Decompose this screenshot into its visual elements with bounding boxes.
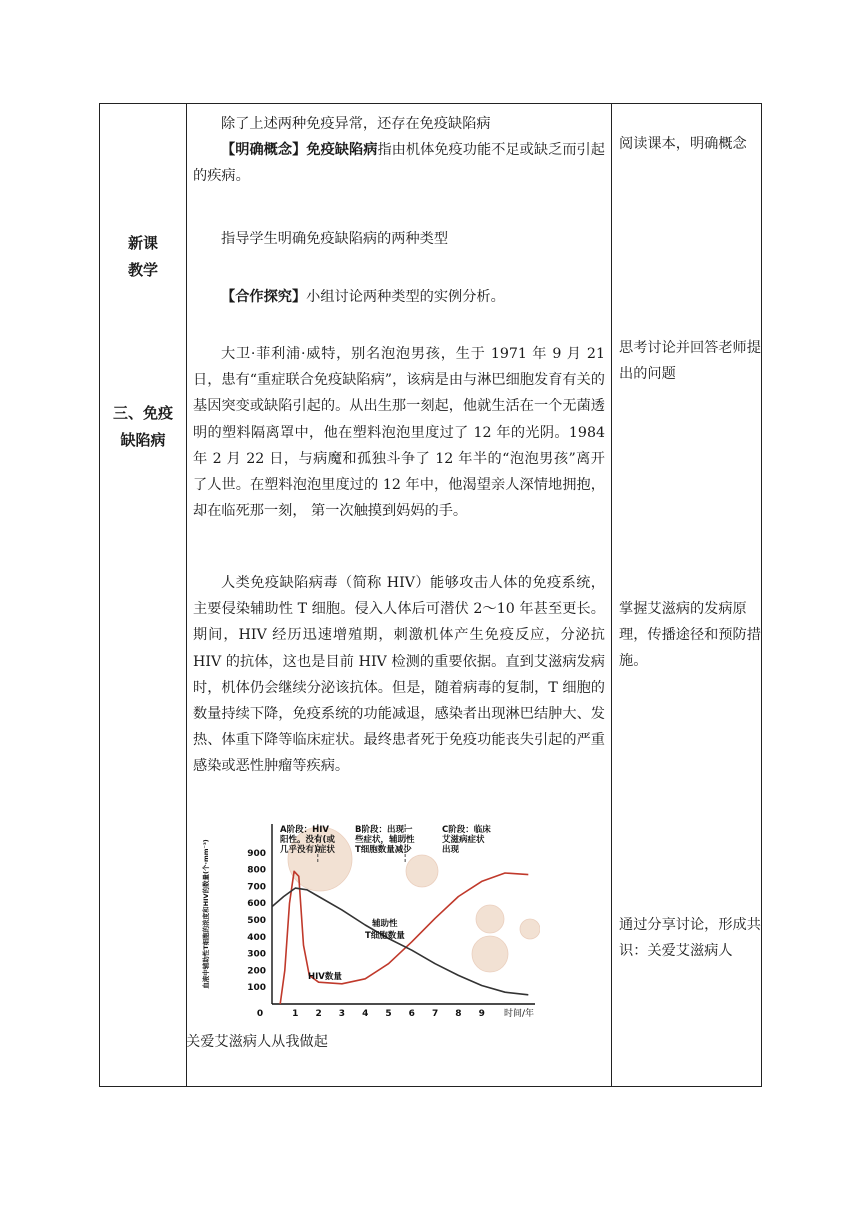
- x-tick-label: 8: [455, 1009, 462, 1019]
- y-tick-label: 800: [247, 865, 266, 876]
- y-tick-label: 200: [247, 966, 266, 977]
- main-content-column: [186, 104, 611, 1086]
- x-tick-label: 5: [385, 1009, 392, 1019]
- series-label: T细胞数量: [365, 931, 405, 941]
- y-tick-label: 900: [247, 848, 266, 859]
- activity-column: [611, 104, 761, 1086]
- section-label-column: [100, 104, 186, 1086]
- x-tick-label: 6: [408, 1009, 415, 1019]
- stage-label: 几乎没有)症状: [280, 845, 335, 855]
- y-tick-label: 400: [247, 932, 266, 943]
- lesson-table: [99, 103, 762, 1087]
- explore-paragraph: [193, 284, 605, 310]
- label-line: 三、免疫: [112, 404, 173, 422]
- activity-read: 阅读课本，明确概念: [619, 136, 747, 152]
- x-tick-label: 3: [338, 1009, 346, 1019]
- x-tick-label: 0: [256, 1009, 264, 1019]
- stage-label: C阶段：临床: [442, 825, 491, 835]
- y-tick-label: 600: [247, 899, 266, 910]
- concept-paragraph: [193, 137, 605, 189]
- y-tick-label: 700: [247, 882, 266, 893]
- stage-label: B阶段：出现一: [355, 825, 413, 835]
- activity-discuss: 思考讨论并回答老师提出的问题: [619, 340, 761, 383]
- virus-illustration: [472, 936, 508, 972]
- concept-tag: 【明确概念】: [221, 142, 307, 158]
- section-label-new-lesson: [100, 230, 186, 284]
- label-line: 新课: [127, 234, 158, 252]
- stage-label: 阳性。没有(或: [280, 835, 335, 845]
- x-tick-label: 2: [315, 1009, 322, 1019]
- activity-master: 掌握艾滋病的发病原理，传播途径和预防措施。: [619, 601, 761, 670]
- stage-label: 些症状，辅助性: [355, 835, 415, 845]
- y-tick-label: 300: [247, 949, 266, 960]
- x-tick-label: 7: [431, 1009, 439, 1019]
- hiv-chart: [200, 814, 540, 1019]
- x-tick-label: 9: [478, 1009, 485, 1019]
- activity-share: 通过分享讨论，形成共识：关爱艾滋病人: [619, 917, 761, 960]
- hiv-paragraph: 人类免疫缺陷病毒（简称 HIV）能够攻击人体的免疫系统，主要侵染辅助性 T 细胞。侵入人体后可潜伏 2～10 年甚至更长。期间，HIV 经历迅速增殖期，刺激机体产生免疫反应，分泌抗 HIV 的抗体，这也是目前 HIV 检测的重要依据。直到艾滋病发病时，机体仍会继续分泌该抗体。但是，随着病毒的复制，T 细胞的数量持续下降，免疫系统的功能减退，感染者出现淋巴结肿大、发热、体重下降等临床症状。最终患者死于免疫功能丧失引起的严重感染或恶性肿瘤等疾病。: [193, 575, 605, 775]
- section-label-immunodeficiency: [100, 400, 186, 454]
- series-label: 辅助性: [372, 919, 398, 929]
- x-tick-label: 1: [292, 1009, 299, 1019]
- y-axis-label: 血液中辅助性T细胞的浓度和HIV的数量(个·mm⁻³): [202, 839, 210, 989]
- concept-term: 免疫缺陷病: [306, 142, 378, 158]
- stage-label: 艾滋病症状: [442, 835, 485, 845]
- x-axis-label: 时间/年: [504, 1009, 535, 1019]
- virus-illustration: [476, 905, 504, 933]
- virus-illustration: [406, 855, 438, 887]
- guide-paragraph: 指导学生明确免疫缺陷病的两种类型: [221, 231, 449, 247]
- concept-definition: 指由机体免疫功能不足或缺乏而引起的疾病。: [193, 142, 605, 185]
- series-label: HIV数量: [308, 972, 342, 982]
- label-line: 教学: [127, 261, 158, 279]
- stage-label: T细胞数量减少: [355, 845, 412, 855]
- bubble-boy-paragraph: 大卫·菲利浦·威特，别名泡泡男孩，生于 1971 年 9 月 21 日，患有“重症联合免疫缺陷病”，该病是由与淋巴细胞发育有关的基因突变或缺陷引起的。从出生那一刻起，他就生活在一个无菌透明的塑料隔离罩中，他在塑料泡泡里度过了 12 年的光阴。1984 年 2 月 22 日，与病魔和孤独斗争了 12 年半的“泡泡男孩”离开了人世。在塑料泡泡里度过的 12 年中，他渴望亲人深情地拥抱，却在临死那一刻， 第一次触摸到妈妈的手。: [193, 346, 605, 520]
- figure-caption: 关爱艾滋病人从我做起: [186, 1034, 328, 1050]
- y-tick-label: 100: [247, 983, 266, 994]
- stage-label: 出现: [442, 845, 460, 855]
- stage-label: A阶段：HIV: [280, 825, 329, 835]
- y-tick-label: 500: [247, 916, 266, 926]
- explore-text: 小组讨论两种类型的实例分析。: [306, 289, 505, 305]
- x-tick-label: 4: [362, 1009, 369, 1019]
- label-line: 缺陷病: [120, 431, 166, 449]
- virus-illustration: [520, 919, 540, 939]
- intro-paragraph: 除了上述两种免疫异常，还存在免疫缺陷病: [221, 116, 491, 132]
- explore-tag: 【合作探究】: [221, 289, 307, 305]
